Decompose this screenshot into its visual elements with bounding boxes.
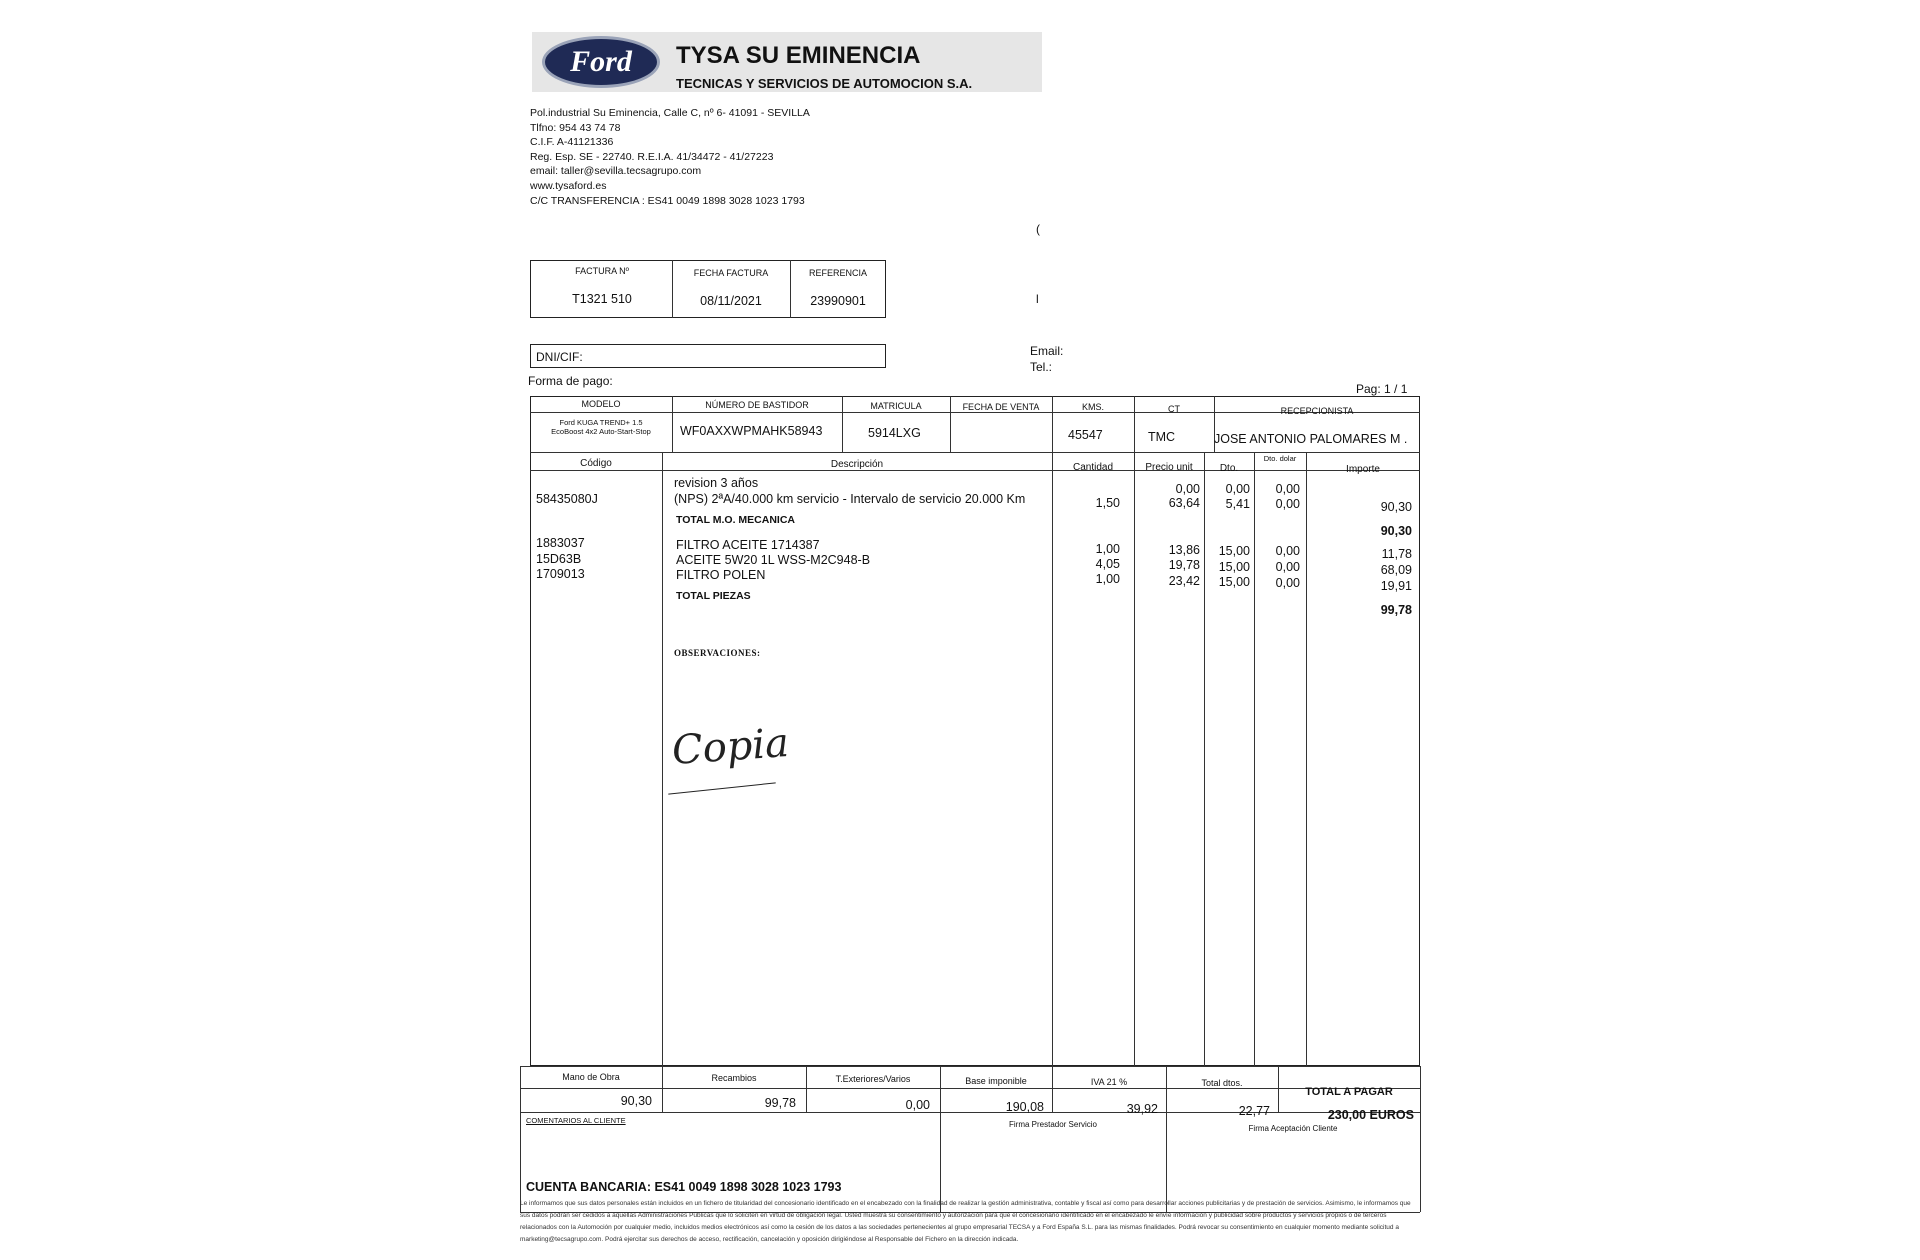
line-cantidad: 1,50 bbox=[1095, 496, 1120, 510]
line-dto: 5,41 bbox=[1225, 497, 1250, 511]
line-importe: 19,91 bbox=[1380, 579, 1412, 593]
fecha-label: FECHA FACTURA bbox=[693, 268, 769, 278]
total-hdr-recambios: Recambios bbox=[711, 1073, 757, 1083]
modelo-line: EcoBoost 4x2 Auto-Start-Stop bbox=[551, 427, 651, 436]
line-dto-dolar: 0,00 bbox=[1275, 544, 1300, 558]
dni-box bbox=[530, 344, 886, 368]
total-hdr-iva: IVA 21 % bbox=[1090, 1077, 1128, 1087]
line-dto-dolar: 0,00 bbox=[1275, 497, 1300, 511]
modelo-value bbox=[530, 418, 672, 436]
line-dto: 15,00 bbox=[1218, 544, 1250, 558]
line-dto: 15,00 bbox=[1218, 560, 1250, 574]
company-name: TYSA SU EMINENCIA bbox=[676, 42, 921, 69]
total-iva: 39,92 bbox=[1126, 1102, 1158, 1116]
line-dto-dolar: 0,00 bbox=[1275, 482, 1300, 496]
line-descripcion: TOTAL PIEZAS bbox=[676, 590, 751, 602]
total-mano-obra: 90,30 bbox=[620, 1094, 652, 1108]
line-cantidad: 1,00 bbox=[1095, 542, 1120, 556]
recepcionista-value: JOSE ANTONIO PALOMARES M . bbox=[1214, 432, 1408, 446]
line-dto: 15,00 bbox=[1218, 575, 1250, 589]
hdr-dto: Dto. bbox=[1219, 463, 1239, 474]
matricula-value: 5914LXG bbox=[868, 426, 921, 440]
hdr-cantidad: Cantidad bbox=[1072, 462, 1114, 473]
modelo-line: Ford KUGA TREND+ 1.5 bbox=[559, 418, 643, 427]
line-descripcion: revision 3 años bbox=[674, 476, 759, 490]
line-cantidad: 1,00 bbox=[1095, 572, 1120, 586]
hdr-dto-dolar: Dto. dolar bbox=[1263, 454, 1297, 463]
line-dto-dolar: 0,00 bbox=[1275, 576, 1300, 590]
hdr-fecha-venta: FECHA DE VENTA bbox=[962, 402, 1040, 412]
line-codigo: 1883037 bbox=[536, 536, 585, 550]
address-line: C/C TRANSFERENCIA : ES41 0049 1898 3028 1023 1793 bbox=[530, 194, 805, 207]
total-base: 190,08 bbox=[1005, 1100, 1044, 1114]
firma-cliente: Firma Aceptación Cliente bbox=[1248, 1124, 1338, 1133]
legal-text: Le informamos que sus datos personales están incluidos en un fichero de titularidad del concesionario identificado en el encabezado con la finalidad de realizar la gestión administrativa, contable y fiscal así como para desarrollar acciones publicitarias y de prestación de servicios. Asimismo, le informamos que sus datos podrán ser cedidos a aquellas Administraciones Públicas que lo soliciten en virtud de obligación legal. Usted muestra su consentimiento y autorización para que el concesionario identificado en el encabezado le envíe información y publicidad sobre productos y servicios propios o de terceros relacionados con la Automoción por cualquier medio, incluidos medios electrónicos así como la cesión de los datos a las sociedades pertenecientes al grupo empresarial TECSA y a Ford España S.L. para las mismas finalidades. Podrá revocar su consentimiento en cualquier momento mediante solicitud a marketing@tecsagrupo.com. Podrá ejercitar sus derechos de acceso, rectificación, cancelación y oposición dirigiéndose al Responsable del Fichero en la dirección indicada. bbox=[520, 1200, 1411, 1243]
hdr-precio: Precio unit bbox=[1145, 462, 1193, 473]
line-descripcion: TOTAL M.O. MECANICA bbox=[676, 514, 795, 526]
total-exteriores: 0,00 bbox=[905, 1098, 930, 1112]
address-line: Tlfno: 954 43 74 78 bbox=[530, 121, 621, 134]
total-recambios: 99,78 bbox=[764, 1096, 796, 1110]
kms-value: 45547 bbox=[1068, 428, 1103, 442]
total-hdr-exteriores: T.Exteriores/Varios bbox=[835, 1074, 911, 1084]
observaciones-label: OBSERVACIONES: bbox=[674, 648, 761, 658]
handwritten-copia: Copia bbox=[670, 719, 791, 775]
address-line: C.I.F. A-41121336 bbox=[530, 136, 614, 149]
line-importe: 99,78 bbox=[1380, 603, 1412, 617]
hdr-importe: Importe bbox=[1346, 464, 1380, 475]
hdr-bastidor: NÚMERO DE BASTIDOR bbox=[705, 400, 809, 410]
total-hdr-dtos: Total dtos. bbox=[1201, 1078, 1243, 1088]
line-dto-dolar: 0,00 bbox=[1275, 560, 1300, 574]
address-line: Reg. Esp. SE - 22740. R.E.I.A. 41/34472 - 41/27223 bbox=[530, 150, 774, 163]
line-descripcion: (NPS) 2ªA/40.000 km servicio - Intervalo de servicio 20.000 Km bbox=[674, 492, 1026, 506]
side-mark: ( bbox=[1036, 222, 1040, 236]
line-importe: 90,30 bbox=[1380, 524, 1412, 538]
total-hdr-pagar: TOTAL A PAGAR bbox=[1305, 1086, 1393, 1098]
hdr-recepcionista: RECEPCIONISTA bbox=[1280, 406, 1354, 416]
hdr-modelo: MODELO bbox=[581, 399, 621, 409]
email-label: Email: bbox=[1030, 344, 1064, 358]
line-precio: 13,86 bbox=[1168, 543, 1200, 557]
forma-pago-label: Forma de pago: bbox=[528, 374, 613, 388]
total-dtos: 22,77 bbox=[1238, 1104, 1270, 1118]
company-address bbox=[530, 106, 810, 208]
comentarios-label: COMENTARIOS AL CLIENTE bbox=[526, 1116, 626, 1125]
address-line: www.tysaford.es bbox=[530, 179, 607, 192]
page-number: Pag: 1 / 1 bbox=[1356, 382, 1408, 396]
fecha-value: 08/11/2021 bbox=[700, 294, 762, 308]
hdr-descripcion: Descripción bbox=[830, 459, 884, 470]
address-line: Pol.industrial Su Eminencia, Calle C, nº 6- 41091 - SEVILLA bbox=[530, 107, 810, 119]
total-hdr-base: Base imponible bbox=[965, 1076, 1027, 1086]
line-precio: 23,42 bbox=[1168, 574, 1200, 588]
line-descripcion: FILTRO POLEN bbox=[676, 568, 766, 582]
line-codigo: 1709013 bbox=[536, 567, 585, 581]
line-codigo: 15D63B bbox=[536, 552, 582, 566]
factura-label: FACTURA Nº bbox=[575, 266, 629, 276]
total-hdr-mano-obra: Mano de Obra bbox=[562, 1072, 620, 1082]
hdr-kms: KMS. bbox=[1081, 402, 1104, 412]
bastidor-value: WF0AXXWPMAHK58943 bbox=[680, 424, 823, 438]
cuenta-bancaria: CUENTA BANCARIA: ES41 0049 1898 3028 1023 1793 bbox=[526, 1180, 842, 1194]
line-importe: 90,30 bbox=[1380, 500, 1412, 514]
dni-label: DNI/CIF: bbox=[536, 350, 583, 364]
line-precio: 19,78 bbox=[1168, 558, 1200, 572]
ct-value: TMC bbox=[1148, 430, 1176, 444]
address-line: email: taller@sevilla.tecsagrupo.com bbox=[530, 165, 702, 178]
line-precio: 63,64 bbox=[1168, 496, 1200, 510]
firma-prestador: Firma Prestador Servicio bbox=[1008, 1120, 1098, 1129]
line-descripcion: FILTRO ACEITE 1714387 bbox=[676, 538, 820, 552]
total-pagar: 230,00 EUROS bbox=[1327, 1108, 1414, 1122]
ford-logo bbox=[542, 36, 660, 88]
line-dto: 0,00 bbox=[1225, 482, 1250, 496]
line-importe: 11,78 bbox=[1381, 547, 1412, 561]
line-importe: 68,09 bbox=[1380, 563, 1412, 577]
line-codigo: 58435080J bbox=[536, 492, 598, 506]
line-cantidad: 4,05 bbox=[1095, 557, 1120, 571]
side-mark: l bbox=[1036, 292, 1039, 306]
company-subtitle: TECNICAS Y SERVICIOS DE AUTOMOCION S.A. bbox=[676, 76, 973, 91]
tel-label: Tel.: bbox=[1030, 360, 1053, 374]
line-descripcion: ACEITE 5W20 1L WSS-M2C948-B bbox=[676, 553, 871, 567]
referencia-label: REFERENCIA bbox=[808, 268, 867, 278]
hdr-ct: CT bbox=[1168, 404, 1180, 414]
line-precio: 0,00 bbox=[1175, 482, 1200, 496]
factura-value: T1321 510 bbox=[572, 292, 632, 306]
logo-text: Ford bbox=[570, 45, 632, 78]
hdr-codigo: Código bbox=[580, 458, 612, 469]
referencia-value: 23990901 bbox=[810, 294, 866, 308]
hdr-matricula: MATRICULA bbox=[870, 401, 922, 411]
